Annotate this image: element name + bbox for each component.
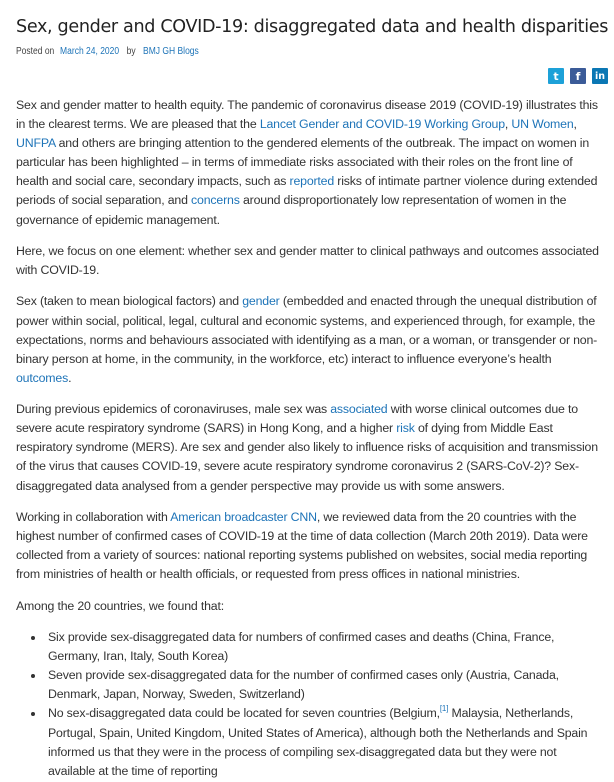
text: around disproportionately low representation of women in the governance of epidemic management. — [16, 193, 567, 227]
text: Among the 20 countries, we found that: — [16, 598, 224, 613]
text: , we reviewed data from the 20 countries with the highest number of confirmed cases of COVID-19 at the time of data collection (March 20th 2019). Data were collected from a variety of sources: national reporting systems published on websites, social media reporting from ministries of health or health officials, or requested from press offices in national ministries. — [16, 509, 588, 582]
link-outcomes[interactable]: outcomes — [16, 370, 69, 385]
paragraph-findings-intro — [16, 597, 601, 616]
by-label: by — [126, 46, 136, 57]
text: Working in collaboration with — [16, 509, 171, 524]
link-reported[interactable]: reported — [289, 174, 335, 189]
text: Seven provide sex-disaggregated data for the number of confirmed cases only (Austria, Canada, Denmark, Japan, Norway, Sweden, Switzerland) — [48, 668, 559, 702]
author-link[interactable]: BMJ GH Blogs — [143, 46, 199, 57]
paragraph-intro — [16, 96, 601, 230]
post-date-link[interactable]: March 24, 2020 — [60, 46, 120, 57]
list-item — [48, 666, 601, 704]
posted-on-label: Posted on — [16, 46, 55, 57]
footnote-ref — [440, 704, 448, 713]
text: Malaysia, Netherlands, Portugal, Spain, United Kingdom, United States of America), although both the Netherlands and Spain informed us that they were in the process of compiling sex-disaggregated data but they were not available at the time of reporting — [48, 706, 588, 778]
link-un-women[interactable]: UN Women — [511, 117, 574, 132]
list-item — [48, 704, 601, 780]
text: of dying from Middle East respiratory syndrome (MERS). Are sex and gender also likely to influence risks of acquisition and transmission of the virus that causes COVID-19, severe acute respiratory syndrome coronavirus 2 (SARS-CoV-2)? Sex-disaggregated data analysed from a gender perspective may provide us with some answers. — [16, 421, 598, 493]
article-body — [16, 96, 601, 781]
link-gender[interactable]: gender — [242, 294, 280, 309]
list-item — [48, 628, 601, 666]
paragraph-sex-gender — [16, 292, 601, 387]
paragraph-collaboration — [16, 508, 601, 584]
link-lancet-working-group[interactable]: Lancet Gender and COVID-19 Working Group — [259, 117, 505, 132]
post-meta — [16, 46, 199, 57]
link-unfpa[interactable]: UNFPA — [16, 136, 56, 151]
facebook-icon[interactable]: f — [570, 68, 586, 84]
findings-list — [16, 628, 601, 781]
text: Sex and gender matter to health equity. The pandemic of coronavirus disease 2019 (COVID-19) illustrates this in the clearest terms. We are pleased that the — [16, 98, 598, 132]
link-risk[interactable]: risk — [396, 421, 415, 436]
linkedin-icon[interactable]: in — [592, 68, 608, 84]
text: risks of intimate partner violence during extended periods of social separation, and — [16, 174, 598, 208]
share-buttons — [548, 68, 608, 84]
text: Six provide sex-disaggregated data for numbers of confirmed cases and deaths (China, France, Germany, Iran, Italy, South Korea) — [48, 630, 555, 664]
text: . — [68, 370, 72, 385]
paragraph-previous-epidemics — [16, 400, 601, 495]
link-cnn[interactable]: American broadcaster CNN — [170, 509, 317, 524]
page-title: Sex, gender and COVID-19: disaggregated data and health disparities — [16, 17, 609, 37]
link-concerns[interactable]: concerns — [191, 193, 240, 208]
text: with worse clinical outcomes due to severe acute respiratory syndrome (SARS) in Hong Kong, and a higher — [16, 402, 578, 436]
text: Sex (taken to mean biological factors) and — [16, 294, 243, 309]
text: , — [573, 117, 577, 132]
paragraph-focus — [16, 242, 601, 280]
footnote-link[interactable]: [1] — [439, 704, 449, 714]
twitter-icon[interactable]: t — [548, 68, 564, 84]
text: and others are bringing attention to the gendered elements of the outbreak. The impact on women in particular has been highlighted – in terms of immediate risks associated with their roles on the front line of health and social care, secondary impacts, such as — [16, 136, 590, 189]
text: , — [504, 117, 512, 132]
text: During previous epidemics of coronaviruses, male sex was — [16, 402, 331, 417]
link-associated[interactable]: associated — [330, 402, 388, 417]
text: Here, we focus on one element: whether sex and gender matter to clinical pathways and outcomes associated with COVID-19. — [16, 243, 599, 278]
text: No sex-disaggregated data could be located for seven countries (Belgium, — [48, 706, 440, 721]
text: (embedded and enacted through the unequal distribution of power within social, political, legal, cultural and economic systems, and experienced through, for example, the expectations, norms and behaviours associated with identifying as a man, or a woman, or transgender or non-binary person at home, in the community, in the workforce, etc) interact to influence everyone’s health — [16, 294, 598, 366]
